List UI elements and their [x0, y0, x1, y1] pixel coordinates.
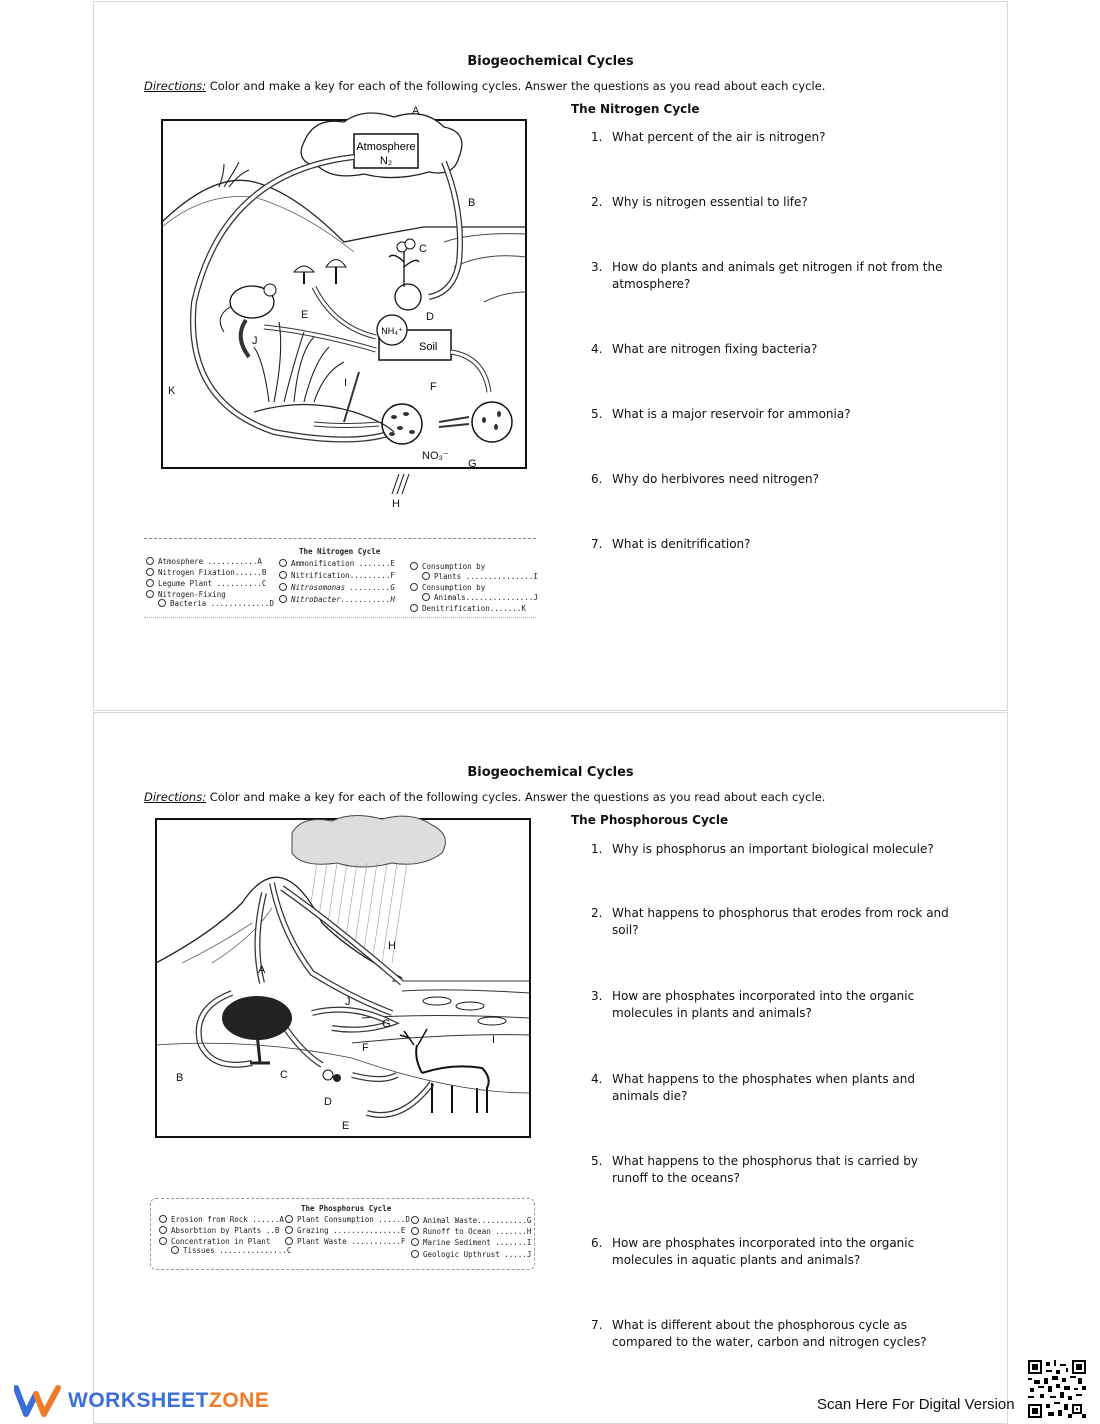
label-nh4: NH₄⁺: [381, 326, 403, 336]
label-f: F: [430, 381, 437, 393]
key-item: Ammonification .......E: [279, 559, 395, 568]
key-title: The Nitrogen Cycle: [299, 547, 381, 556]
key-item: Atmosphere ...........A: [146, 557, 262, 566]
question-number: 7.: [591, 537, 603, 551]
key-item: Nitrification.........F: [279, 571, 395, 580]
question-number: 7.: [591, 1318, 603, 1332]
question-number: 5.: [591, 407, 603, 421]
label-g: G: [468, 458, 477, 470]
key-item: Plant Consumption ......D: [285, 1215, 410, 1224]
question-item: [591, 341, 956, 358]
question-item: [591, 194, 956, 211]
key-item-cont: [158, 599, 274, 608]
worksheet-page-phosphorus: [93, 712, 1008, 1424]
question-number: 3.: [591, 989, 603, 1003]
question-number: 1.: [591, 130, 603, 144]
question-item: [591, 1071, 956, 1105]
label-j: J: [252, 335, 258, 347]
label-n2: N₂: [379, 155, 393, 167]
question-number: 1.: [591, 842, 603, 856]
question-number: 6.: [591, 472, 603, 486]
worksheetzone-logo[interactable]: [14, 1384, 269, 1418]
question-item: [591, 905, 956, 939]
label-c: C: [419, 243, 427, 255]
question-item: [591, 1317, 956, 1351]
directions-label: Directions:: [144, 79, 207, 93]
question-text: Why do herbivores need nitrogen?: [612, 472, 820, 486]
label-i: I: [492, 1034, 496, 1046]
question-text: How are phosphates incorporated into the organic molecules in plants and animals?: [612, 989, 915, 1020]
label-b: B: [176, 1072, 184, 1084]
qr-code-icon[interactable]: [1028, 1360, 1086, 1418]
key-item-cont: [171, 1246, 291, 1255]
label-b: B: [468, 197, 476, 209]
question-number: 6.: [591, 1236, 603, 1250]
key-item: Erosion from Rock ......A: [159, 1215, 284, 1224]
key-item: Legume Plant ..........C: [146, 579, 266, 588]
label-h: H: [388, 940, 396, 952]
label-e: E: [342, 1120, 350, 1132]
directions-text: Color and make a key for each of the following cycles. Answer the questions as you read about each cycle.: [206, 79, 826, 93]
logo-w-icon: [14, 1384, 62, 1418]
question-item: [591, 988, 956, 1022]
directions-text: Color and make a key for each of the following cycles. Answer the questions as you read about each cycle.: [206, 790, 826, 804]
page-title: Biogeochemical Cycles: [467, 54, 634, 69]
label-no3: NO₃⁻: [422, 450, 449, 462]
page-title: Biogeochemical Cycles: [467, 765, 634, 780]
question-text: What is different about the phosphorous cycle as compared to the water, carbon and nitrogen cycles?: [612, 1318, 927, 1349]
label-j: J: [345, 996, 351, 1008]
question-text: What are nitrogen fixing bacteria?: [612, 342, 818, 356]
key-item-text: Animals...............J: [434, 593, 538, 602]
key-item: Grazing ...............E: [285, 1226, 405, 1235]
question-number: 5.: [591, 1154, 603, 1168]
question-item: [591, 471, 956, 488]
key-item: Nitrogen Fixation......B: [146, 568, 266, 577]
question-number: 4.: [591, 342, 603, 356]
key-item-cont: [410, 572, 538, 581]
question-text: What percent of the air is nitrogen?: [612, 130, 826, 144]
question-item: [591, 1235, 956, 1269]
phosphorus-key: [150, 1198, 535, 1270]
key-item: Nitrobacter...........H: [279, 595, 395, 604]
key-item: Runoff to Ocean .......H: [411, 1227, 531, 1236]
question-text: How are phosphates incorporated into the organic molecules in aquatic plants and animals?: [612, 1236, 915, 1267]
key-item-text: Tissues ...............C: [183, 1246, 292, 1255]
label-atmosphere: Atmosphere: [356, 141, 416, 153]
label-soil: Soil: [419, 341, 438, 353]
key-item: Absorbtion by Plants ..B: [159, 1226, 279, 1235]
directions-label: Directions:: [144, 790, 207, 804]
label-a: A: [258, 964, 266, 976]
label-c: C: [280, 1069, 288, 1081]
question-text: Why is phosphorus an important biological molecule?: [612, 842, 934, 856]
question-item: [591, 129, 956, 146]
question-item: [591, 841, 956, 858]
question-text: What happens to the phosphorus that is carried by runoff to the oceans?: [612, 1154, 919, 1185]
nitrogen-cycle-diagram: [154, 102, 554, 522]
label-i: I: [344, 377, 348, 389]
scan-here-text: Scan Here For Digital Version: [817, 1396, 1015, 1413]
key-item: Denitrification.......K: [410, 604, 526, 613]
question-text: What happens to the phosphates when plants and animals die?: [612, 1072, 915, 1103]
label-k: K: [168, 385, 176, 397]
question-item: [591, 259, 956, 293]
label-d: D: [324, 1096, 332, 1108]
directions: [144, 79, 825, 93]
key-item: Marine Sediment .......I: [411, 1238, 531, 1247]
label-e: E: [301, 309, 309, 321]
question-number: 2.: [591, 906, 603, 920]
key-item-text: Bacteria .............D: [170, 599, 274, 608]
worksheet-page-nitrogen: [93, 1, 1008, 711]
directions: [144, 790, 825, 804]
question-item: [591, 1153, 956, 1187]
question-text: What happens to phosphorus that erodes from rock and soil?: [612, 906, 949, 937]
nitrogen-key: [144, 538, 536, 618]
question-number: 4.: [591, 1072, 603, 1086]
section-heading: The Phosphorous Cycle: [571, 813, 729, 827]
label-h: H: [392, 498, 400, 510]
key-item: Consumption by: [410, 583, 485, 592]
key-item: Consumption by: [410, 562, 485, 571]
key-item: Plant Waste ...........F: [285, 1237, 405, 1246]
logo-text-zone: ZONE: [209, 1389, 270, 1412]
logo-text-worksheet: WORKSHEET: [68, 1389, 209, 1412]
question-text: How do plants and animals get nitrogen if not from the atmosphere?: [612, 260, 943, 291]
key-item-text: Plants ...............I: [434, 572, 538, 581]
label-d: D: [426, 311, 434, 323]
label-g: G: [382, 1018, 391, 1030]
label-a: A: [412, 105, 420, 117]
key-item: Nitrogen-Fixing: [146, 590, 226, 599]
key-item: Concentration in Plant: [159, 1237, 270, 1246]
question-item: [591, 536, 956, 553]
question-number: 3.: [591, 260, 603, 274]
key-item-cont: [410, 593, 538, 602]
key-item: Nitrosomonas .........G: [279, 583, 395, 592]
section-heading: The Nitrogen Cycle: [571, 102, 700, 116]
question-item: [591, 406, 956, 423]
phosphorus-cycle-diagram: [152, 813, 542, 1143]
key-item: Geologic Upthrust .....J: [411, 1250, 531, 1259]
question-text: What is a major reservoir for ammonia?: [612, 407, 851, 421]
key-item: Animal Waste...........G: [411, 1216, 531, 1225]
key-title: The Phosphorus Cycle: [301, 1204, 392, 1213]
question-number: 2.: [591, 195, 603, 209]
question-text: What is denitrification?: [612, 537, 751, 551]
label-f: F: [362, 1042, 369, 1054]
question-text: Why is nitrogen essential to life?: [612, 195, 808, 209]
